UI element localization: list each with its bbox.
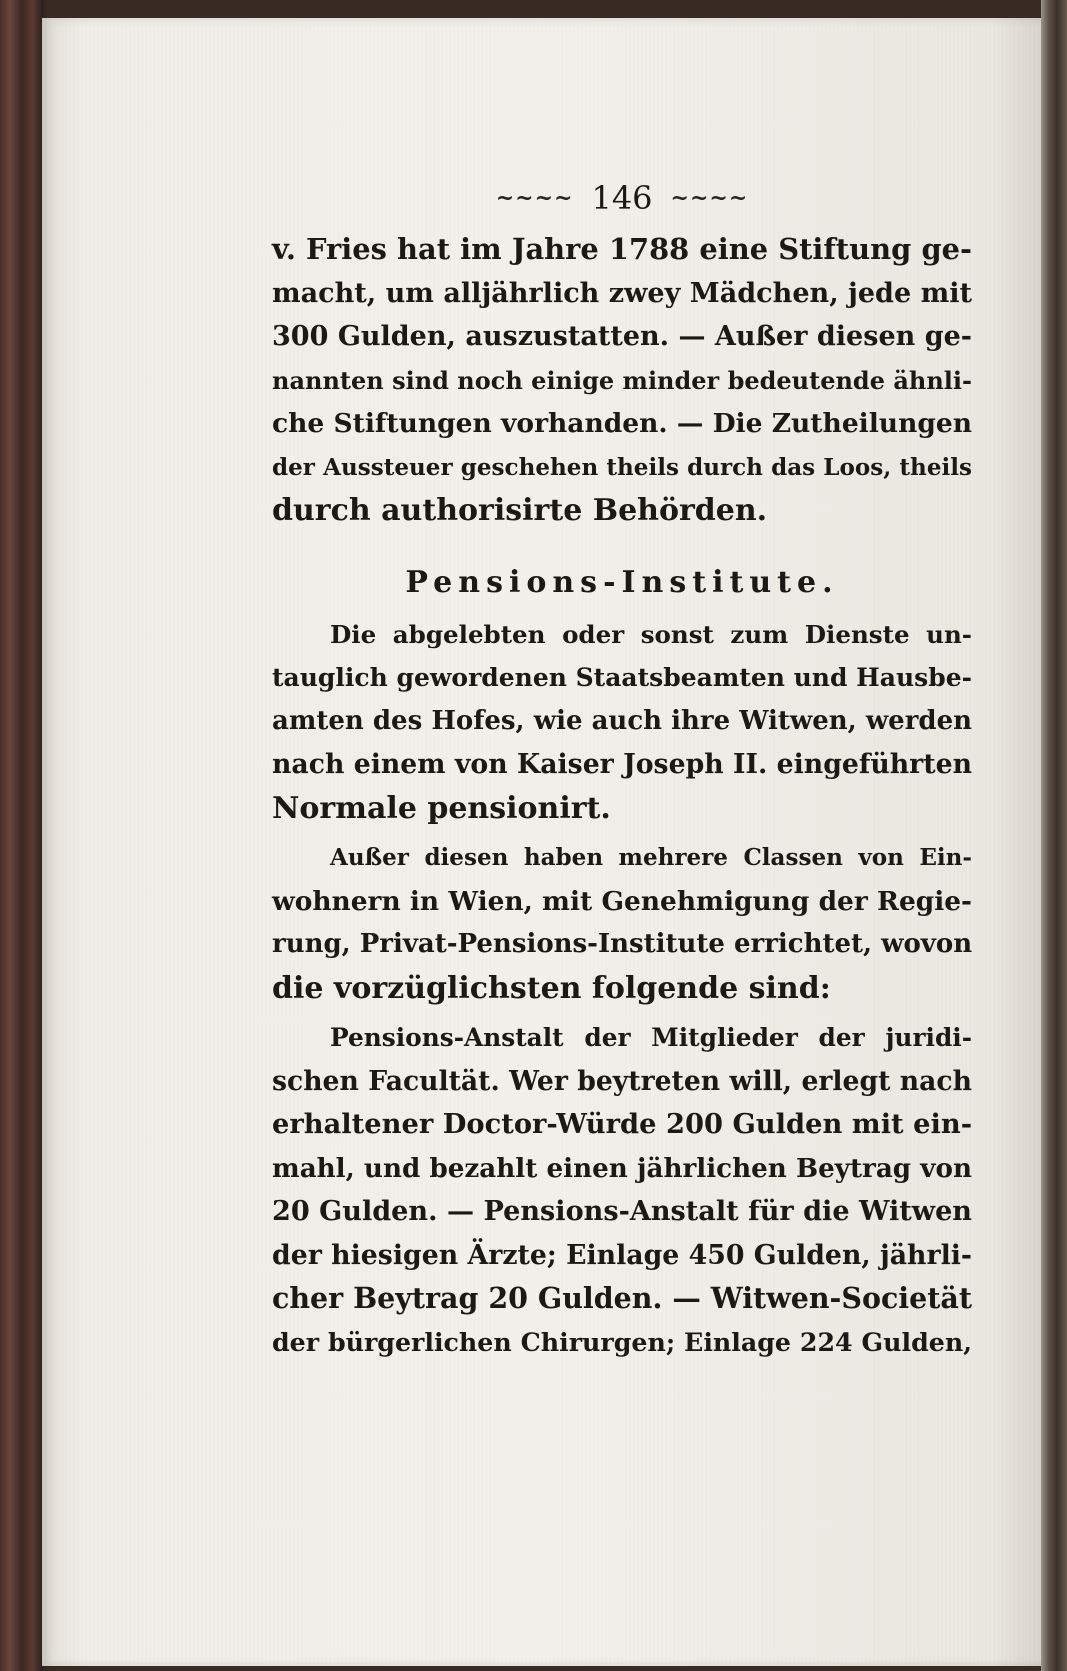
paragraph-staatsbeamte	[272, 613, 972, 831]
text-line: tauglich gewordenen Staatsbeamten und Hausbe-	[272, 663, 972, 692]
text-line: amten des Hofes, wie auch ihre Witwen, werden	[272, 705, 972, 736]
text-line: Die abgelebten oder sonst zum Dienste un-	[330, 619, 972, 649]
page-text	[272, 168, 972, 1364]
paragraph-privat-institute	[272, 836, 972, 1010]
text-line: wohnern in Wien, mit Genehmigung der Regie-	[272, 885, 972, 917]
text-line: Außer diesen haben mehrere Classen von Ein-	[330, 844, 972, 871]
text-line: che Stiftungen vorhanden. — Die Zutheilungen	[272, 408, 972, 439]
text-line: rung, Privat-Pensions-Institute errichtet, wovon	[272, 929, 973, 959]
text-line: erhaltener Doctor-Würde 200 Gulden mit ein-	[272, 1108, 973, 1140]
text-line: der hiesigen Ärzte; Einlage 450 Gulden, jährli-	[272, 1239, 972, 1271]
header-ornament-left: ~~~~	[495, 185, 574, 211]
text-line: macht, um alljährlich zwey Mädchen, jede mit	[272, 277, 972, 309]
page-number: 146	[591, 179, 653, 217]
text-line: nannten sind noch einige minder bedeutende ähnli-	[272, 365, 972, 395]
text-line: mahl, und bezahlt einen jährlichen Beytrag von	[272, 1152, 972, 1184]
text-line: Pensions-Anstalt der Mitglieder der juridi-	[330, 1023, 972, 1052]
text-line: 300 Gulden, auszustatten. — Außer diesen ge-	[272, 321, 972, 352]
paragraph-stiftungen	[272, 228, 972, 533]
text-line: 20 Gulden. — Pensions-Anstalt für die Witwen	[272, 1196, 972, 1227]
paragraph-pensions-anstalten	[272, 1016, 972, 1364]
text-line: Normale pensionirt.	[272, 790, 611, 826]
text-line: der bürgerlichen Chirurgen; Einlage 224 Gulden,	[272, 1326, 972, 1357]
book-edge	[1041, 0, 1067, 1671]
section-heading: Pensions-Institute.	[405, 564, 839, 600]
text-line: nach einem von Kaiser Joseph II. eingeführten	[272, 749, 972, 780]
text-line: die vorzüglichsten folgende sind:	[272, 970, 831, 1006]
text-line: schen Facultät. Wer beytreten will, erlegt nach	[272, 1065, 972, 1097]
text-line: durch authorisirte Behörden.	[272, 493, 768, 528]
running-header	[272, 168, 972, 228]
text-line: der Aussteuer geschehen theils durch das Loos, theils	[272, 453, 972, 481]
header-ornament-right: ~~~~	[670, 185, 749, 211]
text-line: v. Fries hat im Jahre 1788 eine Stiftung ge-	[272, 232, 972, 266]
text-line: cher Beytrag 20 Gulden. — Witwen-Societät	[272, 1281, 972, 1315]
